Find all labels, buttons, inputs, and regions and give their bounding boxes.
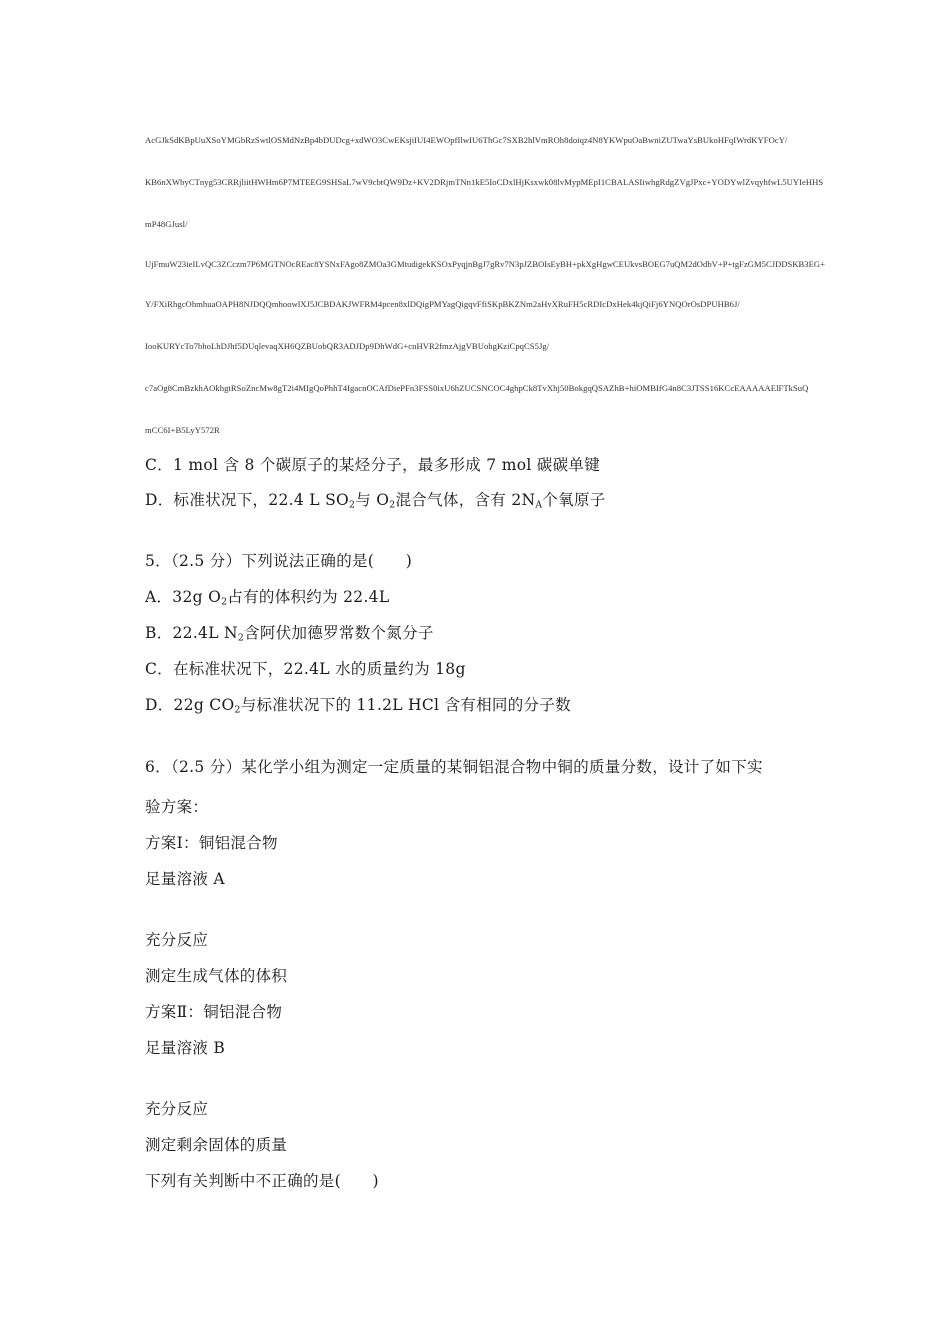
q6-plan1-reagent: 足量溶液 A — [145, 870, 225, 888]
q6-plan1-condition: 充分反应 — [145, 931, 209, 949]
q4-option-d: D．标准状况下，22.4 L $SO_2$与 $O_2$混合气体，含有 $2N_A$个氧原子 — [145, 491, 606, 511]
q6-stem-line1: 6．（2.5 分）某化学小组为测定一定质量的某铜铝混合物中铜的质量分数，设计了如下实 — [145, 758, 763, 776]
encoded-text-line: mP48GJusl/ — [145, 219, 188, 229]
q6-question: 下列有关判断中不正确的是( ) — [145, 1172, 379, 1190]
q6-plan2-measure: 测定剩余固体的质量 — [145, 1136, 288, 1154]
q6-plan1-title: 方案Ⅰ：铜铝混合物 — [145, 834, 278, 852]
encoded-text-line: AcGJkSdKBpUuXSoYMGbRzSwtlOSMdNzBp4bDUDcg+xdWO3CwEKsjiIUI4EWOpfIlwIU6ThGc7SXB2hlVmROh8doiqz4N8YKWpuOaBwniZUTwaYsBUkoHFqIWrdKYFOcY/ — [145, 135, 788, 145]
q6-plan2-condition: 充分反应 — [145, 1100, 209, 1118]
q5-option-c: C．在标准状况下，22.4L 水的质量约为 18g — [145, 660, 466, 678]
q6-plan2-reagent: 足量溶液 B — [145, 1039, 226, 1057]
encoded-text-line: UjFmuW23ieILvQC3ZCczm7P6MGTNOcREac8YSNxFAgo8ZMOa3GMtudigekKSOxPyqjnBgJ7gRv7N3pJZBOIsEyBH+pkXgHgwCEUkvsBOEG7uQM2dOdbV+P+tgFzGM5CJDDSKB3EG+ — [145, 259, 825, 269]
encoded-text-line: mCC6I+B5LyY572R — [145, 425, 220, 435]
q5-option-a: A．32g $O_2$占有的体积约为 22.4L — [145, 588, 390, 608]
encoded-text-line: IooKURYcTo7bhoLhDJhf5DUqlevaqXH6QZBUobQR3ADJDp9DhWdG+cnHVR2fmzAjgVBUohgKziCpqCS5Jg/ — [145, 341, 550, 351]
q5-option-d: D．22g $CO_2$与标准状况下的 11.2L HCl 含有相同的分子数 — [145, 696, 571, 716]
encoded-text-line: Y/FXiRhgcOhmhuaOAPH8NJDQQmhoowlXJ5JCBDAKJWFRM4pcen8xlDQigPMYagQigqvFfiSKpBKZNm2aHvXRuFH5cRDIcDxHek4kjQiFj6YNQOrOsDPUHB6J/ — [145, 299, 740, 309]
q5-option-b: B．22.4L $N_2$含阿伏加德罗常数个氮分子 — [145, 624, 434, 644]
q6-plan2-title: 方案Ⅱ：铜铝混合物 — [145, 1003, 283, 1021]
q6-stem-line2: 验方案： — [145, 798, 209, 816]
q4-option-c: C．1 mol 含 8 个碳原子的某烃分子，最多形成 7 mol 碳碳单键 — [145, 456, 601, 474]
encoded-text-line: c7aOg8CmBzkhAOkhgtRSoZncMw8gT2i4MIgQoPhhT4IgacnOCAfDiePFn3FSS0ixU6hZUCSNCOC4ghpCk8TvXhj50BokgqQSAZhB+hiOMBIfG4n8C3JTSS16KCcEAAAAAElFTkSuQ — [145, 383, 809, 393]
q6-plan1-measure: 测定生成气体的体积 — [145, 967, 288, 985]
q5-stem: 5．（2.5 分）下列说法正确的是( ) — [145, 552, 413, 570]
encoded-text-line: KB6nXWbyCTnyg53CRRjliitHWHm6P7MTEEG9SHSaL7wV9cbtQW9Dz+KV2DRjmTNn1kE5IoCDxlHjKsxwk08lvMypMEpI1CBALASIiwhgRdgZVgJPxc+YODYwlZvqyhfwL5UYIeHHS — [145, 177, 824, 187]
